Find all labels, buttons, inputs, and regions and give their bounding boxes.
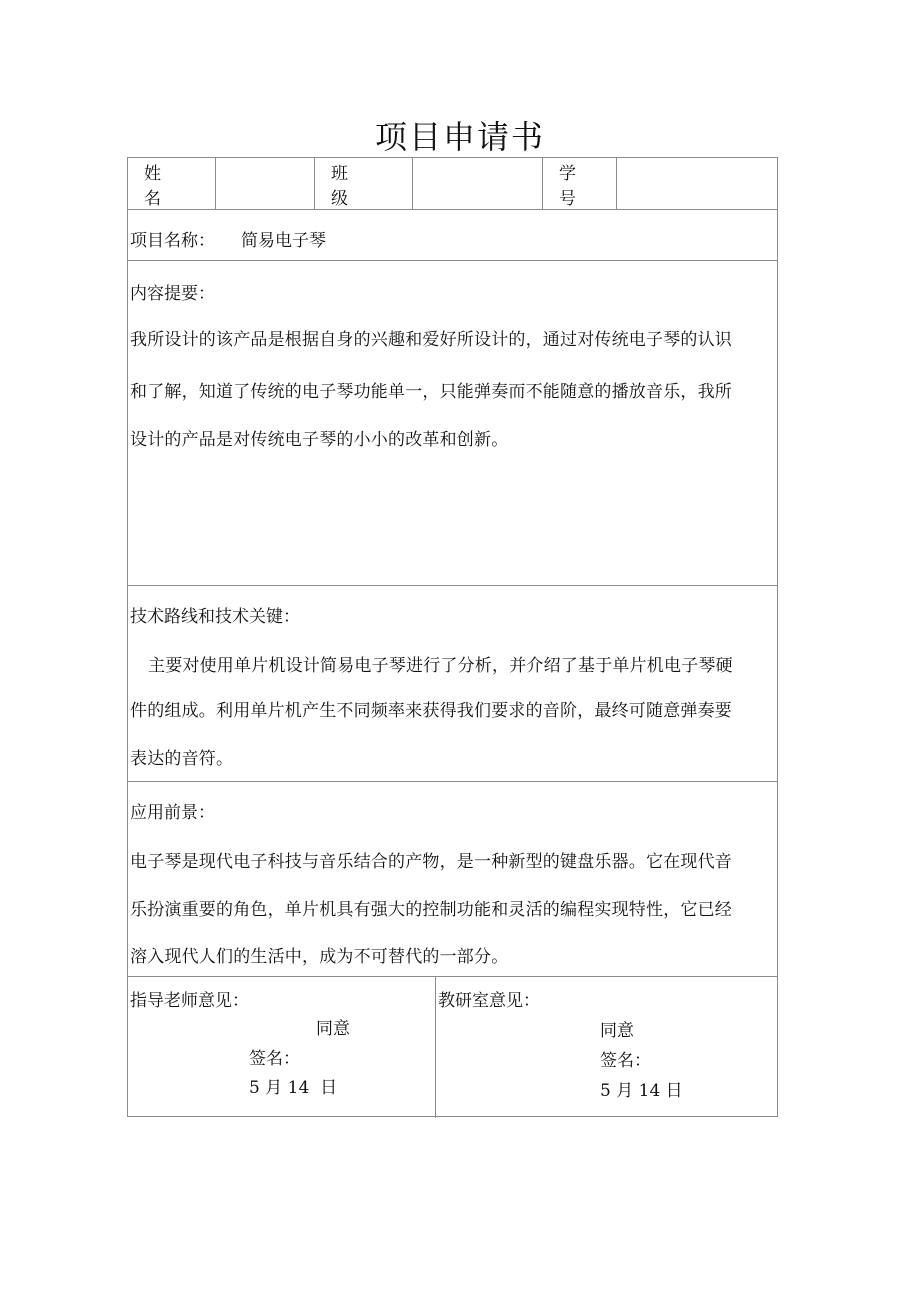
opinions-row — [128, 976, 777, 1118]
application-line: 溶入现代人们的生活中，成为不可替代的一部分。 — [130, 947, 509, 967]
project-name-value: 简易电子琴 — [241, 231, 326, 251]
class-label: 班 级 — [314, 158, 412, 209]
technology-heading: 技术路线和技术关键： — [130, 607, 300, 627]
application-form — [127, 157, 778, 1117]
summary-heading: 内容提要： — [130, 284, 215, 304]
department-opinion-cell — [435, 977, 777, 1118]
project-name-row — [128, 209, 777, 260]
application-line: 乐扮演重要的角色，单片机具有强大的控制功能和灵活的编程实现特性，它已经 — [130, 900, 732, 920]
summary-line: 设计的产品是对传统电子琴的小小的改革和创新。 — [130, 430, 509, 450]
advisor-signature: 签名： — [249, 1049, 300, 1069]
advisor-heading: 指导老师意见： — [130, 991, 249, 1011]
advisor-date: 5 月 14 日 — [249, 1078, 338, 1098]
info-row — [128, 158, 777, 209]
department-date: 5 月 14 日 — [600, 1081, 683, 1101]
advisor-opinion: 同意 — [316, 1019, 350, 1039]
technology-line: 主要对使用单片机设计简易电子琴进行了分析，并介绍了基于单片机电子琴硬 — [148, 656, 733, 676]
application-section — [128, 781, 777, 976]
page-title: 项目申请书 — [374, 118, 545, 156]
application-heading: 应用前景： — [130, 803, 215, 823]
department-opinion: 同意 — [600, 1021, 634, 1041]
name-label: 姓 名 — [144, 163, 177, 209]
advisor-opinion-cell — [128, 977, 435, 1118]
department-signature: 签名： — [600, 1051, 651, 1071]
technology-section — [128, 585, 777, 781]
department-heading: 教研室意见： — [438, 991, 540, 1011]
student-id-field[interactable] — [616, 158, 777, 209]
summary-section — [128, 260, 777, 585]
summary-line: 我所设计的该产品是根据自身的兴趣和爱好所设计的，通过对传统电子琴的认识 — [130, 330, 732, 350]
student-id-label: 学 号 — [542, 158, 616, 209]
class-field[interactable] — [412, 158, 542, 209]
summary-line: 和了解，知道了传统的电子琴功能单一，只能弹奏而不能随意的播放音乐，我所 — [130, 382, 732, 402]
application-line: 电子琴是现代电子科技与音乐结合的产物，是一种新型的键盘乐器。它在现代音 — [130, 852, 732, 872]
name-field[interactable] — [215, 158, 314, 209]
technology-line: 表达的音符。 — [130, 749, 234, 769]
project-name-label: 项目名称： — [130, 231, 215, 251]
technology-line: 件的组成。利用单片机产生不同频率来获得我们要求的音阶，最终可随意弹奏要 — [130, 701, 732, 721]
